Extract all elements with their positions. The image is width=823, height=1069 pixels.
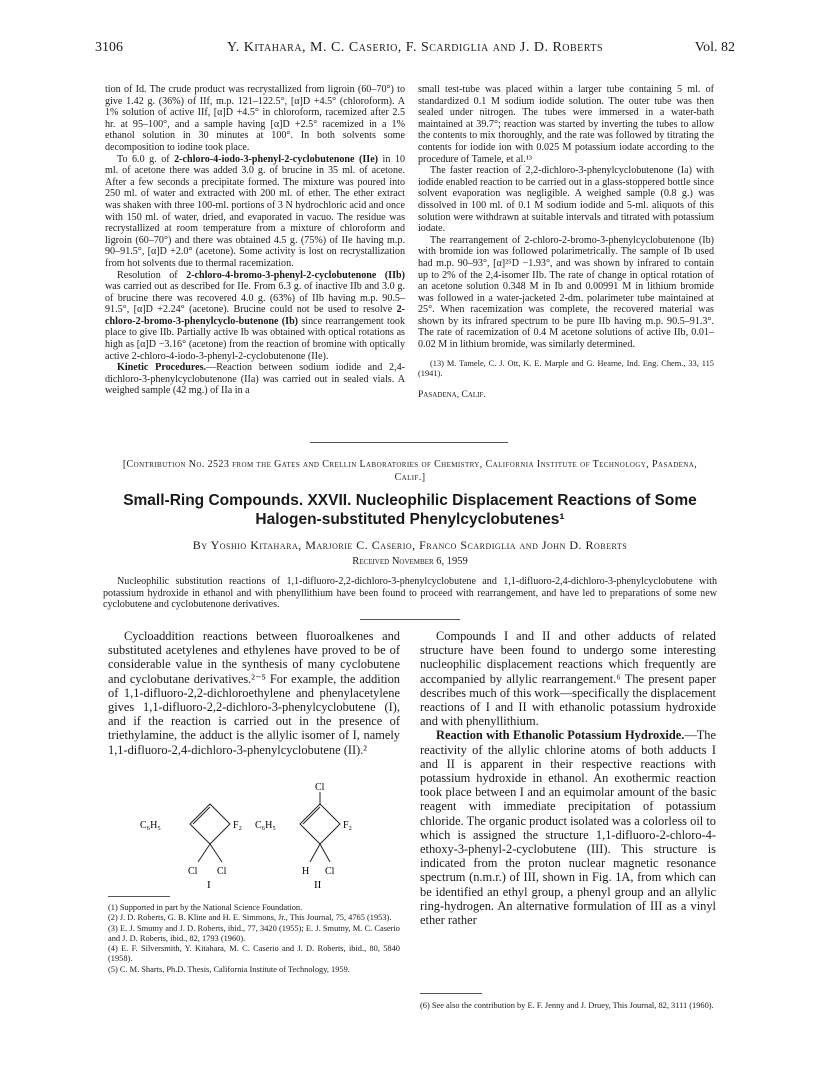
footnote-5: (5) C. M. Sharts, Ph.D. Thesis, California Institute of Technology, 1959. <box>108 964 350 974</box>
structure-II-f2: F₂ <box>343 820 353 831</box>
structure-II-cl-top: Cl <box>315 782 325 793</box>
paragraph: Resolution of 2-chloro-4-bromo-3-phenyl-2-cyclobutenone (IIb) was carried out as described for IIe. From 6.3 g. of inactive IIb and 3.0 g. of brucine there was recovered 4.0 g. (63%) of IIb having m.p. 90.5–91.5°, [α]D +2.24° (acetone). Brucine could not be used to resolve 2-chloro-2-bromo-3-phenylcyclo-butenone (Ib) since rearrangement took place to give IIb. Partially active Ib was obtained with optical rotations as high as [α]D −3.16° (acetone) from the reaction of bromine with optically active 2-chloro-4-iodo-3-phenyl-2-cyclobutenone (IIe). <box>105 269 405 362</box>
volume-label: Vol. 82 <box>694 40 735 55</box>
footnote-4: (4) E. F. Silversmith, Y. Kitahara, M. C. Caserio and J. D. Roberts, ibid., 80, 5840 (1958). <box>108 944 400 964</box>
paragraph: The rearrangement of 2-chloro-2-bromo-3-phenylcyclobutenone (Ib) with bromide ion was followed polarimetrically. The sample of Ib used had m.p. 90–93°, [α]²⁵D −1.93°, and was shown by infrared to contain up to 2% of the 2,4-isomer IIb. The rate of change in optical rotation of an acetone solution 0.348 M in Ib and 0.00991 M in lithium bromide was followed in a water-jacketed 2-dm. polarimeter tube maintained at 25°. When racemization was complete, the recovered material was shown by its infrared spectrum to be pure IIb having m.p. 90.5–91.3°. The rate of racemization of 0.4 M acetone solutions of active IIb, 0.01–0.02 M in lithium bromide, was similarly determined. <box>418 234 714 351</box>
received-date: Received November 6, 1959 <box>352 556 468 567</box>
footnote-3: (3) E. J. Smutny and J. D. Roberts, ibid., 77, 3420 (1955); E. J. Smutny, M. C. Caserio and J. D. Roberts, ibid., 82, 1793 (1960). <box>108 923 400 943</box>
article-title: Small-Ring Compounds. XXVII. Nucleophilic Displacement Reactions of Some Halogen-substituted Phenylcyclobutenes¹ <box>123 492 697 528</box>
contribution-note: [Contribution No. 2523 from the Gates and Crellin Laboratories of Chemistry, California Institute of Technology, Pasadena, Calif.] <box>122 459 698 483</box>
footnote-rule <box>108 896 170 897</box>
byline: By Yoshio Kitahara, Marjorie C. Caserio, Franco Scardiglia and John D. Roberts <box>192 538 628 552</box>
footnotes-right <box>420 1001 716 1011</box>
structure-II-label: II <box>314 879 322 890</box>
structure-I <box>190 804 230 862</box>
footnote-13: (13) M. Tamele, C. J. Ott, K. E. Marple and G. Hearne, Ind. Eng. Chem., 33, 115 (1941). <box>418 358 714 379</box>
paragraph: Compounds I and II and other adducts of related structure have been found to undergo some interesting nucleophilic displacement reactions which frequently are accompanied by allylic rearrangement.⁶ The present paper describes much of this work—specifically the displacement reactions of I and II with ethanolic potassium hydroxide and with phenyllithium. <box>420 629 716 729</box>
paragraph: tion of Id. The crude product was recrystallized from ligroin (60–70°) to give 1.42 g. (36%) of IIf, m.p. 121–122.5°, [α]D +4.5° (chloroform). A 1% solution of active IIf, [α]D +4.5° in chloroform, racemized after 2.5 hr. at 95–100°, and a sample having [α]D +2.5° racemized in a 1% ethanol solution in 30 minutes at 100°. In both solvents some decomposition to iodine took place. <box>105 84 405 153</box>
footnotes-left <box>108 903 400 975</box>
section-divider <box>310 442 508 443</box>
affiliation-place: Pasadena, Calif. <box>418 389 486 400</box>
abstract-divider <box>360 619 460 620</box>
lower-right-column <box>420 629 716 927</box>
footnote-rule <box>420 993 482 994</box>
paragraph: To 6.0 g. of 2-chloro-4-iodo-3-phenyl-2-cyclobutenone (IIe) in 10 ml. of acetone there was added 3.0 g. of brucine in 35 ml. of acetone. After a few seconds a precipitate formed. The mixture was poured into 250 ml. of water and extracted with 200 ml. of ether. The ether extract was shaken with three 100-ml. portions of 3 N hydrochloric acid and once with 150 ml. of water, dried, and evaporated in vacuo. The residue was recrystallized at room temperature from a mixture of chloroform and ligroin (60–70°) and there was obtained 4.5 g. (75%) of IIe having m.p. 90–91.5°, [α]D +2.0° (acetone). Some activity is lost on recrystallization from hot solvents due to thermal racemization. <box>105 153 405 269</box>
footnote-1: (1) Supported in part by the National Science Foundation. <box>108 903 303 912</box>
structure-II-cl: Cl <box>325 866 335 877</box>
structure-II-phenyl: C₆H₅ <box>255 820 276 831</box>
structure-II <box>300 792 340 862</box>
chemical-structures <box>120 782 400 890</box>
structure-II-h: H <box>302 866 310 877</box>
paragraph: Reaction with Ethanolic Potassium Hydroxide.—The reactivity of the allylic chlorine atoms of both adducts I and II is apparent in their respective reactions with potassium hydroxide in ethanol. An exothermic reaction took place between I and an equimolar amount of the basic reagent with immediate precipitation of potassium chloride. The organic product isolated was a colorless oil to which is assigned the structure 1,1-difluoro-2-chloro-4-ethoxy-3-phenyl-2-cyclobutene (III). This structure is indicated from the proton nuclear magnetic resonance spectrum (n.m.r.) of III, shown in Fig. 1A, from which can be identified an ethyl group, a phenyl group and an allylic ring-hydrogen. An alternative formulation of III as a vinyl ether rather <box>420 728 716 928</box>
paragraph: small test-tube was placed within a larger tube containing 5 ml. of standardized 0.1 M sodium iodide solution. The outer tube was then sealed under nitrogen. The tubes were immersed in a water-bath maintained at 39.7°; reaction was started by inverting the tubes to allow the contents to mix thoroughly, and the rate was followed by titrating the contents for iodide ion with 0.025 M potassium iodate according to the procedure of Tamele, et al.¹³ <box>418 84 714 165</box>
running-header <box>95 40 735 60</box>
structure-I-cl-right: Cl <box>217 866 227 877</box>
abstract: Nucleophilic substitution reactions of 1,1-difluoro-2,2-dichloro-3-phenylcyclobutene and 1,1-difluoro-2,4-dichloro-3-phenylcyclobutene with potassium hydroxide in ethanol and with phenyllithium have been found to proceed with rearrangement, and have led to preparations of some new cyclobutene and cyclobutenone derivatives. <box>103 576 717 611</box>
lower-left-column <box>108 629 400 757</box>
footnote-6: (6) See also the contribution by E. F. Jenny and J. Druey, This Journal, 82, 3111 (1960). <box>420 1001 714 1010</box>
structure-I-label: I <box>207 879 211 890</box>
paragraph: Cycloaddition reactions between fluoroalkenes and substituted acetylenes and ethylenes have proved to be of considerable value in the synthesis of many cyclobutene and cyclobutane derivatives.²⁻⁵ For example, the addition of 1,1-difluoro-2,2-dichloroethylene and phenylacetylene gives 1,1-difluoro-2,2-dichloro-3-phenylcyclobutene (I), and if the reaction is carried out in the presence of triethylamine, the adduct is the allylic isomer of I, namely 1,1-difluoro-2,4-dichloro-3-phenylcyclobutene (II).² <box>108 629 400 757</box>
paragraph: The faster reaction of 2,2-dichloro-3-phenylcyclobutenone (Ia) with iodide enabled reaction to be carried out in a glass-stoppered bottle since solvent evaporation was negligible. A weighed sample (0.8 g.) was dissolved in 100 ml. of 0.1 M sodium iodide and 5-ml. aliquots of this solution were withdrawn at suitable intervals and titrated with potassium iodate. <box>418 165 714 235</box>
upper-left-column <box>105 84 405 397</box>
header-authors: Y. Kitahara, M. C. Caserio, F. Scardiglia and J. D. Roberts <box>226 40 604 55</box>
upper-right-column <box>418 84 714 401</box>
footnote-2: (2) J. D. Roberts, G. B. Kline and H. E. Simmons, Jr., This Journal, 75, 4765 (1953). <box>108 913 392 923</box>
structure-I-f2: F₂ <box>233 820 243 831</box>
structure-I-phenyl: C₆H₅ <box>140 820 161 831</box>
structure-I-cl-left: Cl <box>188 866 198 877</box>
paragraph: Kinetic Procedures.—Reaction between sodium iodide and 2,4-dichloro-3-phenylcyclobutenone (IIa) was carried out in sealed vials. A weighed sample (42 mg.) of IIa in a <box>105 362 405 397</box>
page-number: 3106 <box>95 40 123 55</box>
